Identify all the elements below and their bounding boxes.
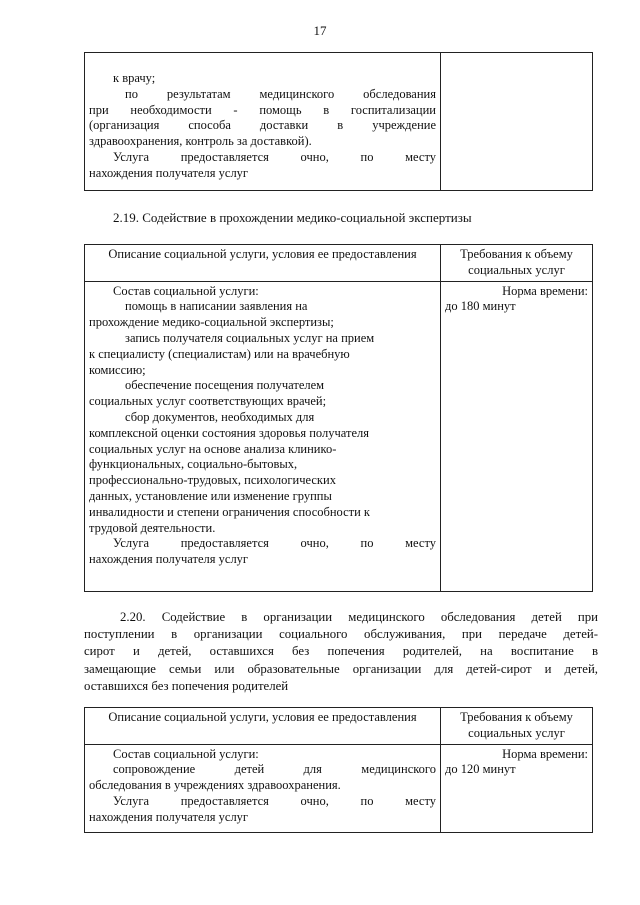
text-line: Услуга предоставляется очно, по месту [113,793,436,808]
text-line: нахождения получателя услуг [89,165,249,180]
service-description [85,744,441,832]
text-line: обеспечение посещения получателем [125,378,325,393]
text-line: сбор документов, необходимых для [125,409,315,424]
norm-value: до 120 минут [445,762,516,777]
section-2-20-paragraph [84,609,598,695]
text-line: нахождения получателя услуг [89,809,249,824]
text-line: к специалисту (специалистам) или на врачебную [89,346,350,361]
text-line: прохождение медико-социальной экспертизы; [89,315,334,330]
service-description [85,281,441,591]
text-line: к врачу; [113,71,156,85]
text-line: по результатам медицинского обследования [125,86,436,101]
section-2-19-title: 2.19. Содействие в прохождении медико-социальной экспертизы [113,210,472,225]
header-requirements: Требования к объему социальных услуг [441,245,593,282]
table-continuation-description [85,53,441,191]
paragraph-line: 2.20. Содействие в организации медицинского обследования детей при [120,610,598,624]
paragraph-line: замещающие семьи или образовательные организации для детей-сирот и детей, [84,661,598,676]
header-description: Описание социальной услуги, условия ее предоставления [85,708,441,745]
norm-value: до 180 минут [445,299,516,314]
text-line: запись получателя социальных услуг на прием [125,330,375,345]
text-line: (организация способа доставки в учреждение [89,118,436,133]
text-line: Состав социальной услуги: [113,283,259,298]
text-line: обследования в учреждениях здравоохранения. [89,778,341,793]
text-line: Услуга предоставляется очно, по месту [113,536,436,551]
text-line: сопровождение детей для медицинского [113,762,436,777]
text-line: профессионально-трудовых, психологических [89,473,336,488]
norm-label: Норма времени: [502,746,588,761]
header-requirements: Требования к объему социальных услуг [441,708,593,745]
text-line: данных, установление или изменение группы [89,488,332,503]
service-requirements [441,281,593,591]
text-line: социальных услуг соответствующих врачей; [89,394,327,409]
service-requirements [441,744,593,832]
paragraph-line: сирот и детей, оставшихся без попечения родителей, на воспитание в [84,644,598,659]
text-line: трудовой деятельности. [89,520,216,535]
text-line: Состав социальной услуги: [113,746,259,761]
paragraph-line: оставшихся без попечения родителей [84,678,289,693]
table-2-19 [84,244,593,592]
text-line: функциональных, социально-бытовых, [89,457,298,472]
norm-label: Норма времени: [502,283,588,298]
table-2-20 [84,707,593,833]
text-line: инвалидности и степени ограничения способности к [89,504,370,519]
paragraph-line: поступлении в организации социального обслуживания, при передаче детей- [84,627,598,642]
text-line: нахождения получателя услуг [89,552,249,567]
page-number: 17 [313,23,327,38]
text-line: социальных услуг на основе анализа клинико- [89,441,337,456]
text-line: при необходимости - помощь в госпитализации [89,102,436,117]
text-line: здравоохранения, контроль за доставкой). [89,134,312,149]
text-line: комиссию; [89,362,146,377]
text-line: Услуга предоставляется очно, по месту [113,149,436,164]
table-continuation-requirements [441,53,593,191]
table-continuation [84,52,593,191]
text-line: комплексной оценки состояния здоровья получателя [89,425,370,440]
header-description: Описание социальной услуги, условия ее предоставления [85,245,441,282]
text-line: помощь в написании заявления на [125,299,308,314]
